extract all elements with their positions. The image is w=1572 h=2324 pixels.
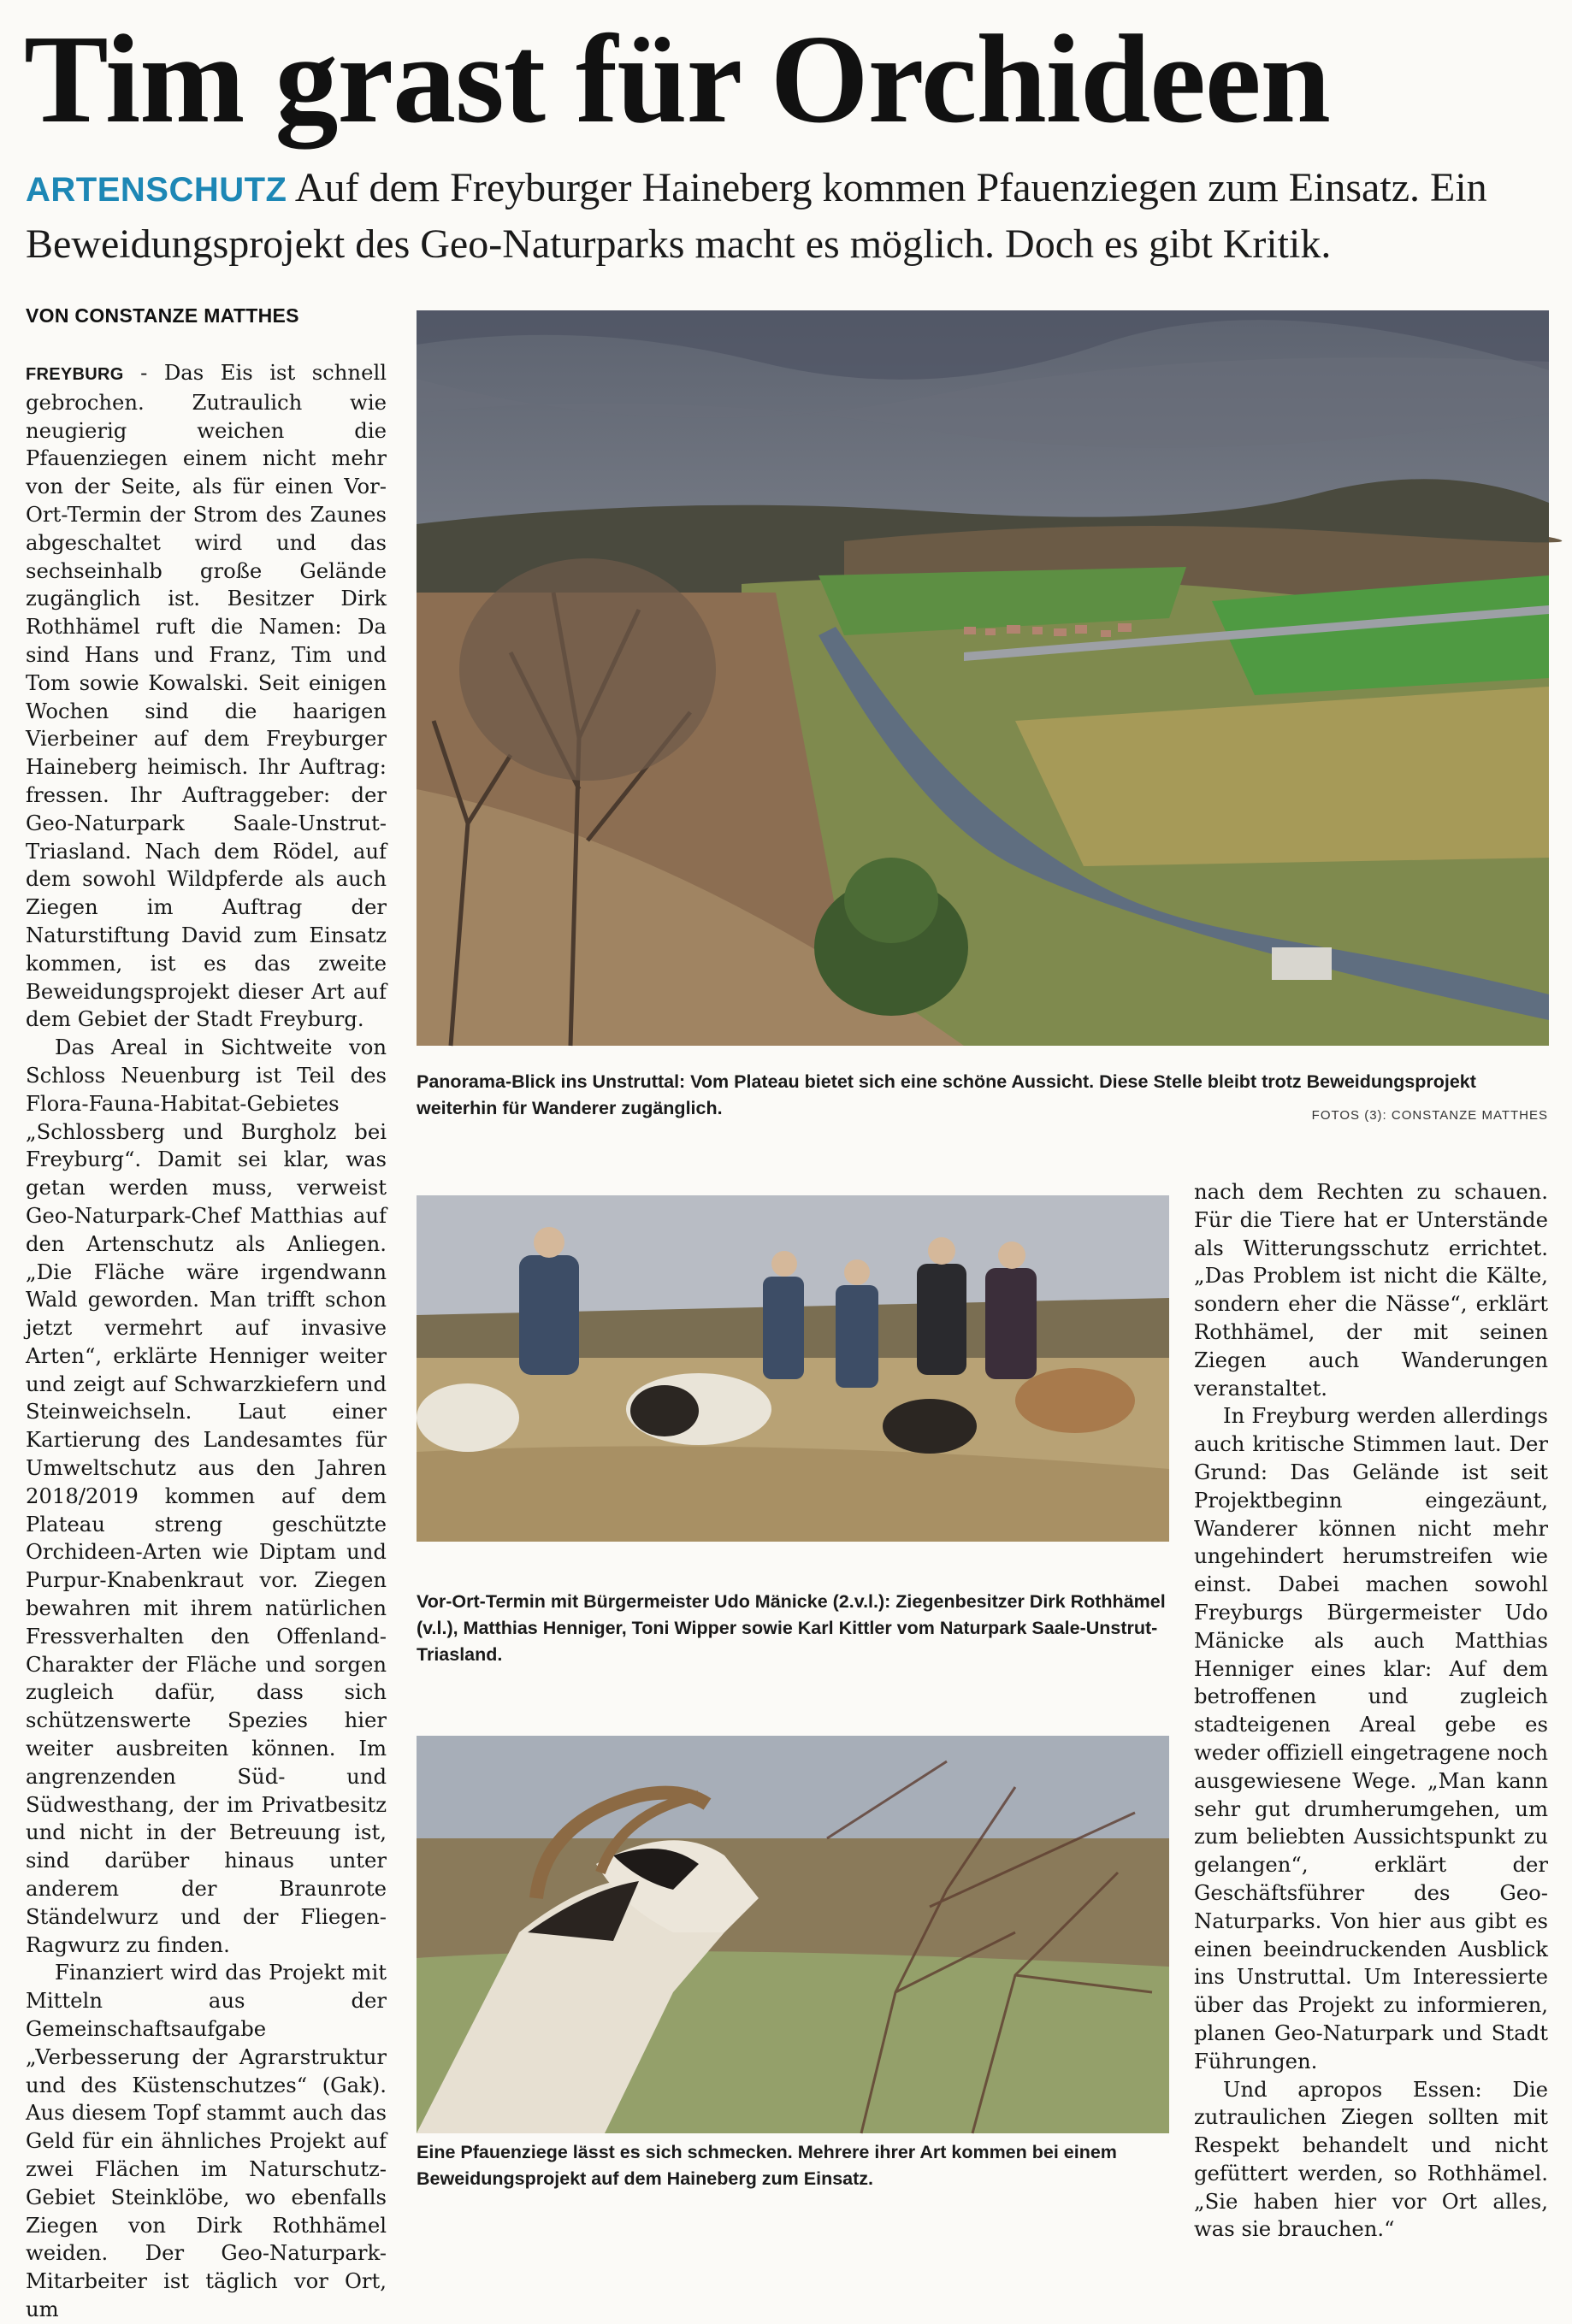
subheadline-text: Auf dem Freyburger Haineberg kommen Pfauenziegen zum Einsatz. Ein Beweidungsprojekt des Geo-Naturparks macht es möglich. Doch es gibt Kritik. <box>26 165 1487 267</box>
subheadline <box>26 161 1557 272</box>
article-paragraph: Finanziert wird das Projekt mit Mitteln aus der Gemeinschaftsaufgabe „Verbesserung der Agrarstruktur und des Küstenschutzes“ (Gak). Aus diesem Topf stammt auch das Geld für ein ähnliches Projekt auf zwei Flächen im Naturschutz-Gebiet Steinklöbe, wo ebenfalls Ziegen von Dirk Rothhämel weiden. Der Geo-Naturpark-Mitarbeiter ist täglich vor Ort, um <box>26 1960 387 2321</box>
kicker-artenschutz: ARTENSCHUTZ <box>26 171 287 209</box>
goat-photo <box>417 1736 1169 2133</box>
article-paragraph <box>26 359 387 1034</box>
article-column-left <box>26 359 387 2321</box>
panorama-caption: Panorama-Blick ins Unstruttal: Vom Plateau bietet sich eine schöne Aussicht. Diese Stelle bleibt trotz Beweidungsprojekt weiterhin für Wanderer zugänglich. <box>417 1071 1476 1118</box>
goat-image <box>417 1736 1169 2133</box>
group-image <box>417 1195 1169 1542</box>
group-photo <box>417 1195 1169 1542</box>
paragraph-text: Das Eis ist schnell gebrochen. Zutraulich wie neugierig weichen die Pfauenziegen einem nicht mehr von der Seite, als für einen Vor-Ort-Termin der Strom des Zaunes abgeschaltet wird und das sechseinhalb große Gelände zugänglich ist. Besitzer Dirk Rothhämel ruft die Namen: Da sind Hans und Franz, Tim und Tom sowie Kowalski. Seit einigen Wochen sind die haarigen Vierbeiner auf dem Freyburger Haineberg heimisch. Ihr Auftrag: fressen. Ihr Auftraggeber: der Geo-Naturpark Saale-Unstrut-Triasland. Nach dem Rödel, auf dem sowohl Wildpferde als auch Ziegen im Auftrag der Naturstiftung David zum Einsatz kommen, ist es das zweite Beweidungsprojekt dieser Art auf dem Gebiet der Stadt Freyburg. <box>26 360 387 1032</box>
byline: VON CONSTANZE MATTHES <box>26 304 299 327</box>
photo-credit: FOTOS (3): CONSTANZE MATTHES <box>1311 1108 1548 1123</box>
article-column-right <box>1194 1178 1548 2242</box>
article-paragraph: Das Areal in Sichtweite von Schloss Neuenburg ist Teil des Flora-Fauna-Habitat-Gebietes „Schlossberg und Burgholz bei Freyburg“. Damit sei klar, was getan werden muss, verweist Geo-Naturpark-Chef Matthias auf den Artenschutz als Anliegen. „Die Fläche wäre irgendwann Wald geworden. Man trifft schon jetzt vermehrt auf invasive Arten“, erklärte Henniger weiter und zeigt auf Schwarzkiefern und Steinweichseln. Laut einer Kartierung des Landesamtes für Umweltschutz aus den Jahren 2018/2019 kommen auf dem Plateau streng geschützte Orchideen-Arten wie Diptam und Purpur-Knabenkraut vor. Ziegen bewahren mit ihrem natürlichen Fressverhalten den Offenland-Charakter der Fläche und sorgen zugleich dafür, dass sich schützenswerte Spezies hier weiter ausbreiten können. Im angrenzenden Süd- und Südwesthang, der im Privatbesitz und nicht in der Betreuung ist, sind darüber hinaus unter anderem der Braunrote Ständelwurz und der Fliegen-Ragwurz zu finden. <box>26 1035 387 1957</box>
dateline: FREYBURG <box>26 365 124 384</box>
goat-caption: Eine Pfauenziege lässt es sich schmecken. Mehrere ihrer Art kommen bei einem Beweidungsprojekt auf dem Haineberg zum Einsatz. <box>417 2142 1117 2189</box>
panorama-image <box>417 310 1549 1046</box>
panorama-photo <box>417 310 1549 1046</box>
dateline-separator: - <box>123 360 164 385</box>
article-paragraph: In Freyburg werden allerdings auch kritische Stimmen laut. Der Grund: Das Gelände ist seit Projektbeginn eingezäunt, Wanderer können nicht mehr ungehindert herumstreifen wie einst. Dabei machen sowohl Freyburgs Bürgermeister Udo Mänicke als auch Matthias Henniger eines klar: Auf dem betroffenen und zugleich stadteigenen Areal gebe es weder offiziell eingetragene noch ausgewiesene Wege. „Man kann sehr gut drumherumgehen, um zum beliebten Aussichtspunkt zu gelangen“, erklärt der Geschäftsführer des Geo-Naturparks. Von hier aus gibt es einen beeindruckenden Ausblick ins Unstruttal. Um Interessierte über das Projekt zu informieren, planen Geo-Naturpark und Stadt Führungen. <box>1194 1403 1548 2073</box>
headline: Tim grast für Orchideen <box>24 9 1330 150</box>
group-caption: Vor-Ort-Termin mit Bürgermeister Udo Mänicke (2.v.l.): Ziegenbesitzer Dirk Rothhämel (v.l.), Matthias Henniger, Toni Wipper sowie Karl Kittler vom Naturpark Saale-Unstrut-Triasland. <box>417 1591 1166 1665</box>
article-paragraph: Und apropos Essen: Die zutraulichen Ziegen sollten mit Respekt behandelt und nicht gefüttert werden, so Rothhämel. „Sie haben hier vor Ort alles, was sie brauchen.“ <box>1194 2076 1548 2242</box>
article-paragraph: nach dem Rechten zu schauen. Für die Tiere hat er Unterstände als Witterungsschutz errichtet. „Das Problem ist nicht die Kälte, sondern eher die Nässe“, erklärt Rothhämel, der mit seinen Ziegen auch Wanderungen veranstaltet. <box>1194 1179 1548 1401</box>
